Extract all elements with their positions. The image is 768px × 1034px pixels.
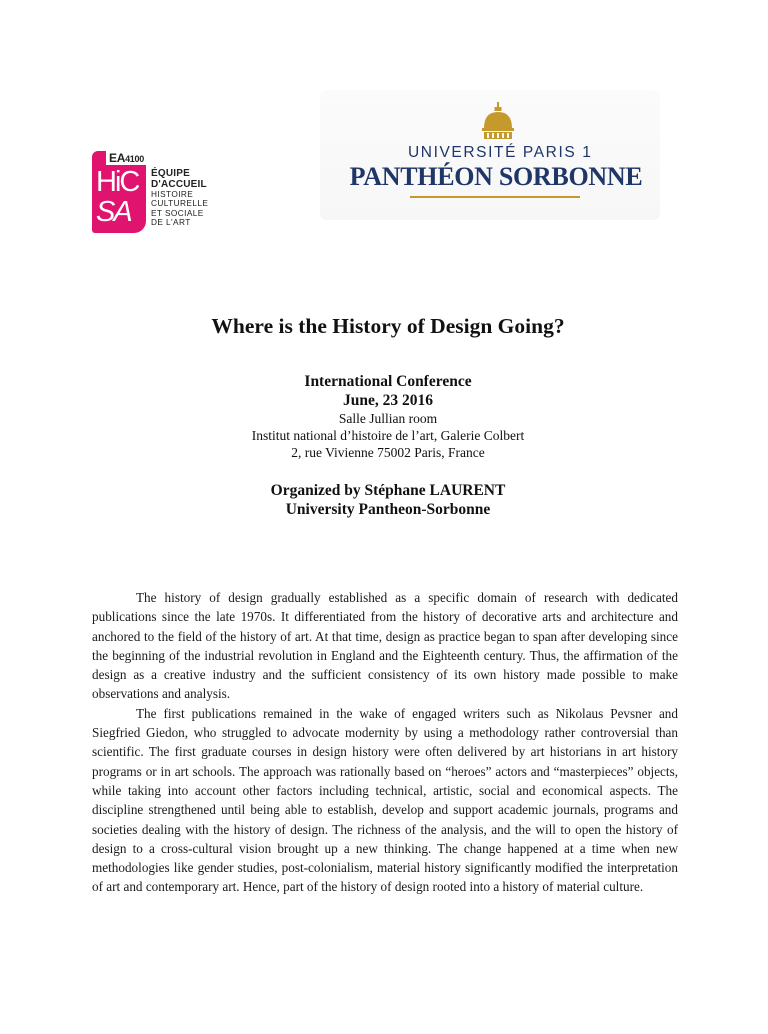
hicsa-logo — [92, 151, 262, 233]
logo-underline — [410, 196, 580, 198]
paragraph: The history of design gradually established as a specific domain of research with dedicated publications since the late 1970s. It differentiated from the history of decorative arts and architecture and anchored to the field of the history of art. At that time, design as practice began to span after developing since the beginning of the industrial revolution in England and the Eighteenth century. Thus, the affirmation of the design as a creative industry and the sufficient consistency of its own history made possible to make observations and analysis. — [92, 590, 678, 702]
organizer-university: University Pantheon-Sorbonne — [285, 501, 491, 518]
body-text — [92, 588, 678, 897]
document-title: Where is the History of Design Going? — [211, 314, 565, 338]
conference-venue: Institut national d’histoire de l’art, Galerie Colbert — [251, 428, 525, 443]
conference-date: June, 23 2016 — [343, 392, 433, 409]
university-name-line1: UNIVERSITÉ PARIS 1 — [408, 144, 593, 161]
hicsa-wordmark: ÉQUIPE D'ACCUEIL HISTOIRE CULTURELLE ET SOCIALE DE L'ART — [151, 168, 209, 228]
conference-info — [0, 372, 768, 461]
organizer-name: Organized by Stéphane LAURENT — [270, 482, 506, 499]
university-name-line2: PANTHÉON SORBONNE — [349, 162, 643, 191]
dome-icon — [478, 102, 518, 142]
hicsa-mark: HiC SA — [96, 166, 139, 228]
conference-address: 2, rue Vivienne 75002 Paris, France — [291, 445, 485, 460]
hicsa-ea-label: EA4100 — [109, 151, 144, 165]
paragraph: The first publications remained in the wake of engaged writers such as Nikolaus Pevsner and Siegfried Giedon, who struggled to advocate modernity by using a methodology rather controversial than scientific. The first graduate courses in design history were often delivered by art historians in art history programs or in art schools. The approach was rationally based on “heroes” actors and “masterpieces” objects, while taking into account other factors including technical, artistic, social and economical aspects. The discipline strengthened until being able to establish, develop and support academic journals, programs and societies dealing with the history of design. The richness of the analysis, and the will to open the history of design to a cross-cultural vision brought up a new thinking. The change happened at a time when new methodologies like gender studies, post-colonialism, material history significantly modified the interpretation of art and contemporary art. Hence, part of the history of design rooted into a history of material culture. — [92, 705, 678, 895]
organizer-info — [0, 481, 768, 519]
conference-type: International Conference — [304, 373, 472, 390]
conference-room: Salle Jullian room — [338, 411, 438, 426]
